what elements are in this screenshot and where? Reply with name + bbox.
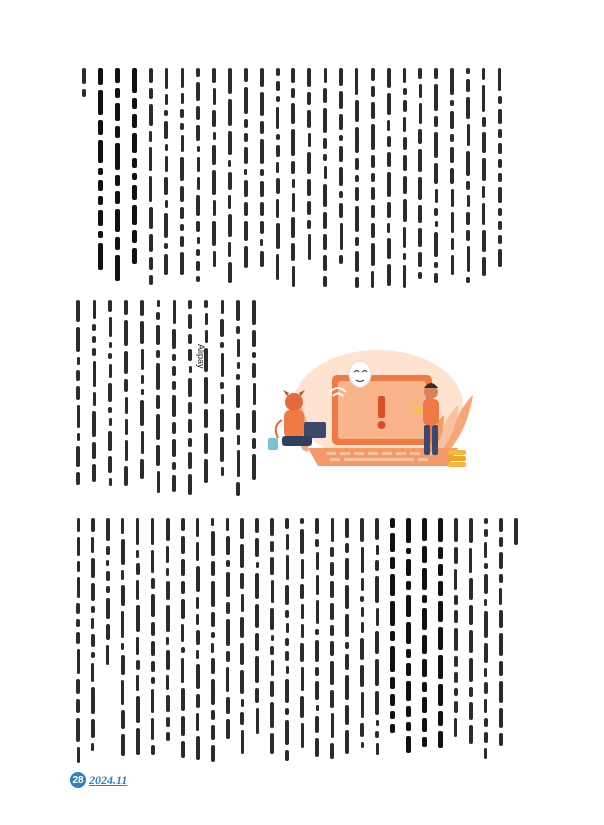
text-column: [514, 518, 518, 763]
text-column: [140, 300, 144, 500]
text-column: [196, 518, 200, 763]
text-column: [484, 518, 488, 763]
latin-word-alipay: Alipay: [196, 344, 206, 369]
text-column: [132, 68, 137, 290]
text-column: [181, 518, 185, 763]
text-column: [91, 518, 95, 763]
text-column: [450, 68, 454, 290]
text-column: [330, 518, 334, 763]
text-column: [387, 68, 391, 290]
text-column: [469, 518, 473, 763]
text-column: [418, 68, 422, 290]
text-column: [220, 300, 224, 500]
text-column: [180, 68, 184, 290]
text-column: [121, 518, 125, 763]
text-column: [355, 68, 359, 290]
text-column: [244, 68, 248, 290]
text-column: [315, 518, 319, 763]
text-column: [115, 68, 120, 290]
text-column: [98, 68, 103, 290]
phishing-illustration: [268, 300, 482, 500]
page-number: 28: [70, 772, 86, 788]
text-column: [82, 68, 86, 290]
text-column: [499, 518, 503, 763]
text-column: [390, 518, 395, 763]
text-column: [323, 68, 327, 290]
text-column: [236, 300, 240, 500]
text-column: [291, 68, 295, 290]
text-column: [172, 300, 176, 500]
text-column: [360, 518, 364, 763]
text-column: [371, 68, 375, 290]
text-column: [92, 300, 96, 500]
text-column: [422, 518, 427, 763]
text-column: [151, 518, 155, 763]
text-column: [270, 518, 274, 763]
text-column: [76, 300, 80, 500]
text-column: [307, 68, 311, 290]
text-column: [212, 68, 216, 290]
text-column: [454, 518, 458, 763]
text-column: [108, 300, 112, 500]
text-column: [240, 518, 244, 763]
text-column: [166, 518, 170, 763]
text-column: [434, 68, 438, 290]
text-column: [106, 518, 110, 763]
text-column: [438, 518, 443, 763]
text-column: [300, 518, 304, 763]
upper-text-block: [82, 68, 502, 290]
text-column: [276, 68, 280, 290]
text-column: [124, 300, 128, 500]
text-column: [188, 300, 192, 500]
text-column: [339, 68, 343, 290]
text-column: [345, 518, 349, 763]
text-column: [252, 300, 256, 500]
text-column: [76, 518, 80, 763]
lower-text-block: [76, 518, 518, 763]
middle-left-text-block: [76, 300, 256, 500]
exclamation-icon: [378, 396, 386, 429]
text-column: [285, 518, 289, 763]
text-column: [466, 68, 470, 290]
text-column: [136, 518, 140, 763]
text-column: [498, 68, 502, 290]
text-column: [211, 518, 215, 763]
text-column: [255, 518, 259, 763]
text-column: [204, 300, 208, 500]
text-column: [228, 68, 232, 290]
text-column: [226, 518, 230, 763]
text-column: [403, 68, 407, 290]
text-column: [149, 68, 153, 290]
text-column: [406, 518, 411, 763]
text-column: [196, 68, 200, 290]
text-column: [260, 68, 264, 290]
text-column: [375, 518, 379, 763]
text-column: [156, 300, 160, 500]
page-footer: [70, 772, 127, 788]
text-column: [482, 68, 486, 290]
text-column: [164, 68, 168, 290]
issue-date: 2024.11: [89, 772, 128, 787]
